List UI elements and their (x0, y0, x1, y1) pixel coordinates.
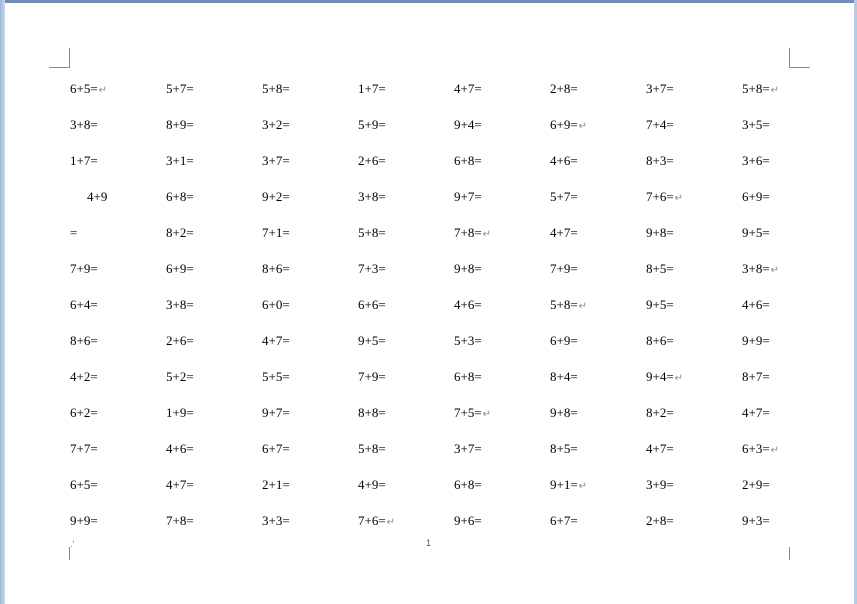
problem-text: 8+5= (646, 261, 674, 276)
problem-text: 4+6= (166, 441, 194, 456)
problem-cell (166, 369, 194, 385)
problem-text: 5+8= (358, 225, 386, 240)
problem-cell (358, 405, 386, 421)
problem-cell (742, 261, 779, 279)
problem-text: 5+2= (166, 369, 194, 384)
problem-cell (262, 333, 290, 349)
problem-cell (166, 441, 194, 457)
problem-cell (166, 81, 194, 97)
problem-cell (70, 261, 98, 277)
problem-cell (166, 297, 194, 313)
problem-text: 7+5= (454, 405, 482, 420)
problem-text: 7+6= (646, 189, 674, 204)
problem-text: 9+7= (262, 405, 290, 420)
problem-cell (70, 225, 77, 241)
problem-text: 3+9= (646, 477, 674, 492)
problem-cell (166, 405, 194, 421)
problem-text: 2+6= (166, 333, 194, 348)
problem-cell (358, 513, 395, 531)
problem-text: 6+7= (262, 441, 290, 456)
problem-text: 7+9= (550, 261, 578, 276)
problem-cell (166, 117, 194, 133)
problem-cell (742, 405, 770, 421)
problem-cell (358, 333, 386, 349)
problem-text: 3+8= (742, 261, 770, 276)
problem-cell (358, 369, 386, 385)
problem-text: 6+9= (742, 189, 770, 204)
problem-text: 8+6= (646, 333, 674, 348)
document-page[interactable] (5, 3, 854, 604)
problem-cell (358, 477, 386, 493)
paragraph-mark-icon: ↵ (98, 85, 108, 96)
problem-cell (646, 189, 683, 207)
problem-cell (262, 297, 290, 313)
problem-text: 9+9= (70, 513, 98, 528)
problem-cell (358, 225, 386, 241)
crop-mark-top-left-v (69, 48, 70, 68)
problem-text: 8+4= (550, 369, 578, 384)
problem-text: 3+6= (742, 153, 770, 168)
problem-cell (646, 513, 674, 529)
problem-cell (454, 153, 482, 169)
problem-text: 3+8= (358, 189, 386, 204)
problem-text: 7+1= (262, 225, 290, 240)
problem-text: 4+2= (70, 369, 98, 384)
problem-text: 6+7= (550, 513, 578, 528)
problem-cell (742, 333, 770, 349)
problem-cell (70, 441, 98, 457)
problem-cell (454, 261, 482, 277)
problem-text: 5+8= (550, 297, 578, 312)
problem-text: 6+0= (262, 297, 290, 312)
problem-text: 7+8= (166, 513, 194, 528)
problem-text: 1+9= (166, 405, 194, 420)
problem-cell (742, 369, 770, 385)
paragraph-mark-icon: ↵ (770, 445, 780, 456)
problem-cell (454, 477, 482, 493)
problem-text: 6+5= (70, 477, 98, 492)
problem-cell (454, 297, 482, 313)
problem-text: 9+4= (454, 117, 482, 132)
problem-cell (262, 477, 290, 493)
problem-cell (646, 369, 683, 387)
problem-cell (262, 513, 290, 529)
problem-text: 2+6= (358, 153, 386, 168)
problem-cell (262, 117, 290, 133)
paragraph-mark-icon: ↵ (578, 121, 588, 132)
problem-text: 6+3= (742, 441, 770, 456)
problem-cell (358, 441, 386, 457)
problem-text: 9+3= (742, 513, 770, 528)
paragraph-mark-icon: ↵ (770, 265, 780, 276)
problem-text: 5+7= (550, 189, 578, 204)
problem-cell (70, 117, 98, 133)
problem-cell (550, 225, 578, 241)
problem-text: 9+4= (646, 369, 674, 384)
problem-text: 3+7= (646, 81, 674, 96)
problem-text: 8+2= (166, 225, 194, 240)
problem-cell (70, 513, 98, 529)
problem-cell (454, 441, 482, 457)
problem-cell (358, 189, 386, 205)
problem-cell (550, 405, 578, 421)
problem-text: 4+9= (358, 477, 386, 492)
problem-cell (646, 441, 674, 457)
problem-text: 7+9= (70, 261, 98, 276)
problem-cell (550, 153, 578, 169)
problem-text: 3+8= (166, 297, 194, 312)
problem-text: 5+9= (358, 117, 386, 132)
problem-text: 6+8= (454, 477, 482, 492)
problem-cell (646, 333, 674, 349)
problem-cell (646, 117, 674, 133)
problem-text: 7+8= (454, 225, 482, 240)
problem-text: 5+8= (262, 81, 290, 96)
problem-text: 3+1= (166, 153, 194, 168)
problem-text: 6+9= (550, 333, 578, 348)
problem-cell (742, 225, 770, 241)
problem-text: 9+8= (550, 405, 578, 420)
problem-text: 9+9= (742, 333, 770, 348)
problem-cell (454, 189, 482, 205)
problem-text: 9+1= (550, 477, 578, 492)
problem-cell (70, 81, 107, 99)
problem-text: 8+7= (742, 369, 770, 384)
problem-text: 9+7= (454, 189, 482, 204)
problem-text: 8+3= (646, 153, 674, 168)
problem-cell (166, 261, 194, 277)
problem-cell (70, 333, 98, 349)
problem-cell (742, 153, 770, 169)
problem-text: 2+8= (646, 513, 674, 528)
problem-cell (550, 513, 578, 529)
problem-cell (87, 189, 107, 205)
problem-cell (550, 441, 578, 457)
problem-text: 5+3= (454, 333, 482, 348)
problem-cell (70, 477, 98, 493)
problem-text: 5+5= (262, 369, 290, 384)
problem-text: 5+8= (742, 81, 770, 96)
problem-text: 1+7= (358, 81, 386, 96)
problem-cell (70, 297, 98, 313)
problem-text: 9+5= (742, 225, 770, 240)
problem-text: 2+1= (262, 477, 290, 492)
crop-mark-top-right-h (789, 67, 810, 68)
problem-cell (742, 441, 779, 459)
problem-cell (166, 189, 194, 205)
problem-cell (166, 513, 194, 529)
problem-cell (454, 81, 482, 97)
problem-text: 3+5= (742, 117, 770, 132)
problem-text: 4+6= (454, 297, 482, 312)
problem-cell (742, 297, 770, 313)
problem-cell (742, 477, 770, 493)
problem-cell (70, 405, 98, 421)
problem-text: 4+6= (742, 297, 770, 312)
problem-cell (550, 333, 578, 349)
problem-cell (262, 189, 290, 205)
problem-text: 3+7= (454, 441, 482, 456)
problem-text: 6+5= (70, 81, 98, 96)
problem-cell (166, 333, 194, 349)
problem-text: 7+7= (70, 441, 98, 456)
problem-cell (550, 189, 578, 205)
problem-text: 4+7= (262, 333, 290, 348)
problem-cell (454, 513, 482, 529)
problem-cell (550, 261, 578, 277)
problem-text: 4+9 (87, 189, 108, 204)
problem-cell (742, 81, 779, 99)
problem-text: 8+6= (262, 261, 290, 276)
problem-text: 9+8= (646, 225, 674, 240)
problem-text: 6+8= (454, 153, 482, 168)
crop-mark-top-right-v (789, 48, 790, 68)
paragraph-mark-icon: ↵ (674, 193, 684, 204)
problem-cell (550, 477, 587, 495)
problem-text: 4+7= (646, 441, 674, 456)
page-number: 1 (426, 538, 432, 548)
problem-cell (358, 297, 386, 313)
problem-cell (742, 189, 770, 205)
problem-text: 7+6= (358, 513, 386, 528)
problem-text: 6+8= (166, 189, 194, 204)
problem-cell (358, 117, 386, 133)
problem-cell (646, 153, 674, 169)
problem-cell (70, 153, 98, 169)
problem-cell (646, 477, 674, 493)
problem-text: 3+8= (70, 117, 98, 132)
problem-text: 4+6= (550, 153, 578, 168)
problem-text: 7+4= (646, 117, 674, 132)
problem-text: 6+2= (70, 405, 98, 420)
problem-text: 3+3= (262, 513, 290, 528)
paragraph-mark-icon: ↵ (770, 85, 780, 96)
problem-cell (454, 117, 482, 133)
problem-cell (454, 369, 482, 385)
problem-text: 4+7= (166, 477, 194, 492)
paragraph-mark-icon: ↵ (674, 373, 684, 384)
problem-text: 6+9= (166, 261, 194, 276)
problem-text: 3+7= (262, 153, 290, 168)
problem-cell (262, 261, 290, 277)
problem-text: 4+7= (742, 405, 770, 420)
problem-text: 7+9= (358, 369, 386, 384)
problem-cell (358, 153, 386, 169)
problem-cell (742, 513, 770, 529)
problem-text: 8+8= (358, 405, 386, 420)
problem-text: 4+7= (454, 81, 482, 96)
paragraph-mark-icon: ↵ (386, 517, 396, 528)
problem-text: 8+6= (70, 333, 98, 348)
problem-text: 5+7= (166, 81, 194, 96)
problem-text: 6+9= (550, 117, 578, 132)
problem-cell (550, 297, 587, 315)
problem-text: 5+8= (358, 441, 386, 456)
problem-text: 6+8= (454, 369, 482, 384)
problem-cell (166, 477, 194, 493)
end-of-document-marker: .' (70, 539, 75, 549)
problem-cell (262, 153, 290, 169)
crop-mark-bottom-right-v (789, 547, 790, 560)
problem-cell (646, 81, 674, 97)
problem-text: 9+5= (646, 297, 674, 312)
paragraph-mark-icon: ↵ (482, 229, 492, 240)
problem-cell (646, 297, 674, 313)
crop-mark-top-left-h (49, 67, 69, 68)
problem-cell (454, 333, 482, 349)
problem-cell (358, 261, 386, 277)
problem-cell (262, 405, 290, 421)
problem-cell (454, 405, 491, 423)
problem-cell (166, 153, 194, 169)
problem-text: 4+7= (550, 225, 578, 240)
problem-text: = (70, 225, 78, 240)
problem-text: 3+2= (262, 117, 290, 132)
problem-text: 8+5= (550, 441, 578, 456)
problem-text: 2+9= (742, 477, 770, 492)
problem-text: 2+8= (550, 81, 578, 96)
problem-cell (550, 369, 578, 385)
problem-text: 6+6= (358, 297, 386, 312)
problem-text: 1+7= (70, 153, 98, 168)
problem-text: 9+6= (454, 513, 482, 528)
paragraph-mark-icon: ↵ (578, 481, 588, 492)
problem-cell (262, 369, 290, 385)
problem-cell (262, 441, 290, 457)
problem-text: 9+8= (454, 261, 482, 276)
problem-cell (550, 117, 587, 135)
problem-cell (454, 225, 491, 243)
problem-text: 8+2= (646, 405, 674, 420)
problem-cell (166, 225, 194, 241)
problem-text: 9+2= (262, 189, 290, 204)
problem-cell (742, 117, 770, 133)
problem-cell (646, 225, 674, 241)
problem-cell (262, 81, 290, 97)
problem-text: 8+9= (166, 117, 194, 132)
problem-cell (70, 369, 98, 385)
problem-cell (262, 225, 290, 241)
problem-text: 9+5= (358, 333, 386, 348)
problem-cell (646, 261, 674, 277)
paragraph-mark-icon: ↵ (482, 409, 492, 420)
problem-text: 7+3= (358, 261, 386, 276)
problem-cell (358, 81, 386, 97)
problem-cell (646, 405, 674, 421)
problem-text: 6+4= (70, 297, 98, 312)
paragraph-mark-icon: ↵ (578, 301, 588, 312)
problem-cell (550, 81, 578, 97)
